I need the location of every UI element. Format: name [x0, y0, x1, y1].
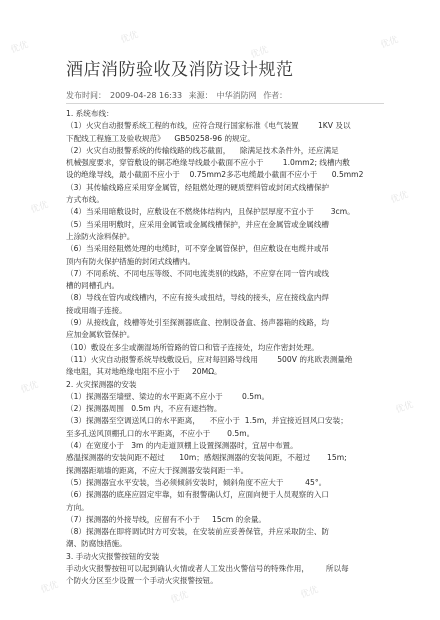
- divider: [66, 103, 384, 104]
- body-line: 至多孔送风顶棚孔口的水平距离，不应小于 0.5m。: [66, 428, 255, 438]
- body-line: （6）探测器的底座应固定牢靠，如有报警确认灯，应面向便于人员观察的入口: [66, 490, 330, 500]
- article-meta: [66, 90, 291, 101]
- body-line: （3）其传输线路应采用穿金属管，经阻燃处理的硬质塑料管或封闭式线槽保护: [66, 182, 330, 192]
- body-line: （8）导线在管内或线槽内，不应有接头或扭结，导线的接头，应在接线盒内焊: [66, 293, 330, 303]
- body-line: （7）不同系统、不同电压等级、不同电流类别的线路，不应穿在同一管内或线: [66, 268, 330, 278]
- body-line: 应加金属软管保护。: [66, 330, 135, 340]
- body-line: （6）当采用经阻燃处理的电缆时，可不穿金属管保护，但应敷设在电缆井或吊: [66, 244, 330, 254]
- body-line: 手动火灾报警按钮可以起到确认火情或者人工发出火警信号的特殊作用， 所以每: [66, 563, 349, 573]
- body-line: 3. 手动火灾报警按钮的安装: [66, 551, 160, 561]
- author-label: 作者：: [263, 91, 288, 100]
- body-line: 潮、防腐蚀措施。: [66, 539, 127, 549]
- body-line: （2）火灾自动报警系统的传输线路的线芯截面， 除满足技术条件外，还应满足: [66, 145, 339, 155]
- body-line: （8）探测器在即将调试时方可安装，在安装前应妥善保管，并应采取防尘、防: [66, 527, 330, 537]
- watermark: 优优: [29, 200, 50, 216]
- watermark: 优优: [299, 585, 320, 601]
- watermark: 优优: [389, 190, 410, 206]
- body-line: 顶内有防火保护措施的封闭式线槽内。: [66, 256, 196, 266]
- article-body: [66, 108, 386, 588]
- body-line: （5）当采用明敷时，应采用金属管或金属线槽保护，并应在金属管或金属线槽: [66, 219, 330, 229]
- watermark: 优优: [169, 590, 190, 606]
- body-line: 上涂防火涂料保护。: [66, 231, 135, 241]
- body-line: （2）探测器周围 0.5m 内，不应有遮挡物。: [66, 404, 222, 414]
- body-line: 个防火分区至少设置一个手动火灾报警按钮。: [66, 576, 218, 586]
- body-line: 探测器距端墙的距离，不应大于探测器安装间距一半。: [66, 465, 249, 475]
- body-line: 2. 火灾探测器的安装: [66, 379, 137, 389]
- body-line: （5）探测器宜水平安装，当必须倾斜安装时，倾斜角度不应大于 45°。: [66, 477, 327, 487]
- watermark: 优优: [394, 400, 415, 416]
- source-label: 来源：: [188, 91, 213, 100]
- watermark: 优优: [379, 35, 400, 51]
- body-line: 槽的同槽孔内。: [66, 281, 120, 291]
- source-value: 中华消防网: [216, 91, 257, 100]
- body-line: 1. 系统布线：: [66, 109, 114, 118]
- body-line: 下配线工程施工及验收规范》 GB50258-96 的规定。: [66, 133, 255, 143]
- body-line: 接或用端子连接。: [66, 305, 127, 315]
- body-line: （11）火灾自动报警系统导线敷设后，应对每回路导线用 500V 的兆欧表测量绝: [66, 354, 353, 364]
- watermark: 优优: [19, 380, 40, 396]
- body-line: （9）从接线盒，线槽等处引至探测器底盒、控制设备盒、扬声器箱的线路，均: [66, 318, 330, 328]
- body-line: 方向。: [66, 502, 89, 512]
- watermark: 优优: [39, 580, 60, 596]
- body-line: （1）探测器至墙壁、梁边的水平距离不应小于 0.5m。: [66, 391, 270, 401]
- publish-time-value: 2009-04-28 16:33: [110, 91, 183, 100]
- watermark: 优优: [9, 40, 30, 56]
- body-line: 缘电阻，其对地绝缘电阻不应小于 20MΩ。: [66, 367, 222, 377]
- body-line: （4）当采用暗敷设时，应敷设在不燃烧体结构内，且保护层厚度不宜小于 3cm。: [66, 207, 355, 217]
- watermark: 优优: [119, 30, 140, 46]
- body-line: 方式布线。: [66, 195, 104, 205]
- watermark: 优优: [249, 45, 270, 61]
- body-line: 感温探测器的安装间距不超过 10m；感烟探测器的安装间距，不超过 15m;: [66, 453, 347, 463]
- body-line: （1）火灾自动报警系统工程的布线，应符合现行国家标准《电气装置 1KV 及以: [66, 121, 351, 131]
- body-line: （3）探测器至空调送风口的水平距离， 不应小于 1.5m，并宜接近回风口安装；: [66, 416, 348, 426]
- body-line: （10）敷设在多尘或潮湿场所管路的管口和管子连接处，均应作密封处理。: [66, 342, 319, 352]
- body-line: （4）在宽度小于 3m 的内走道顶棚上设置探测器时，宜居中布置。: [66, 441, 298, 451]
- body-line: 设的绝缘导线，最小截面不应小于 0.75mm2多芯电缆最小截面不应小于 0.5mm2: [66, 170, 364, 180]
- body-line: （7）探测器的外接导线，应留有不小于 15cm 的余量。: [66, 514, 267, 524]
- page-title: 酒店消防验收及消防设计规范: [66, 60, 294, 80]
- body-line: 机械强度要求，穿管敷设的铜芯绝缘导线最小截面不应小于 1.0mm2; 线槽内敷: [66, 158, 350, 168]
- publish-time-label: 发布时间：: [66, 91, 106, 100]
